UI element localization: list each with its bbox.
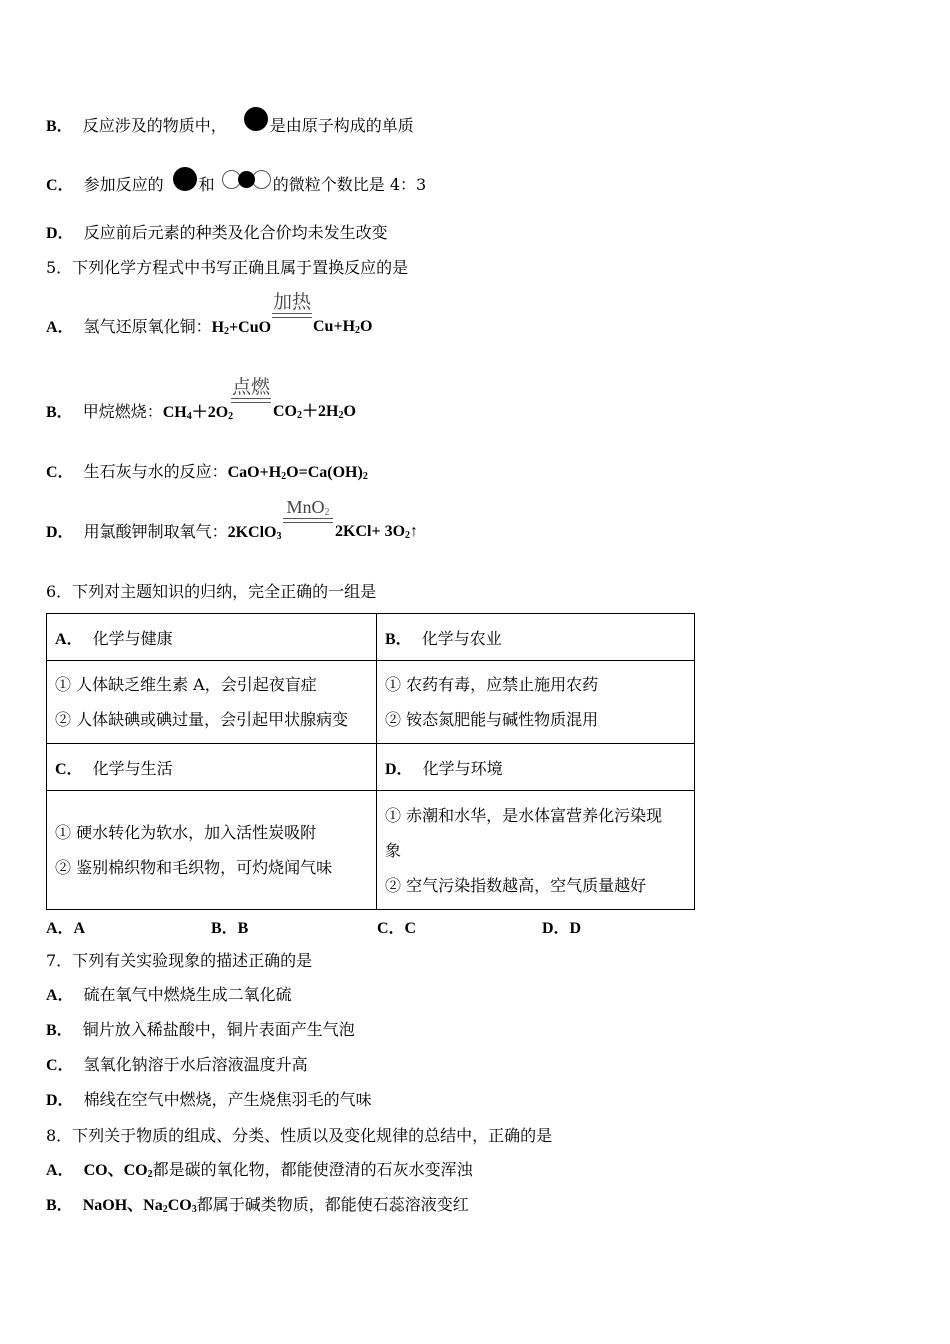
equation-lhs: 2KClO$_3$ <box>227 524 282 542</box>
choice-c[interactable]: C．C <box>377 920 417 937</box>
reaction-condition <box>272 292 312 318</box>
table-header-cell-d: D． 化学与环境 <box>377 744 695 791</box>
option-label: C． <box>46 1057 74 1074</box>
list-item: 象 <box>385 840 402 860</box>
q7-option-c <box>46 1055 308 1076</box>
list-item: ② 空气污染指数越高，空气质量越好 <box>385 875 647 895</box>
q5-stem: 5．下列化学方程式中书写正确且属于置换反应的是 <box>46 258 409 277</box>
table-cell-d-items <box>377 791 695 910</box>
q4-option-c <box>46 175 426 196</box>
q7-option-d <box>46 1090 372 1111</box>
choice-b[interactable]: B．B <box>211 920 249 937</box>
q6-stem: 6．下列对主题知识的归纳，完全正确的一组是 <box>46 582 377 601</box>
option-text-pre: 参加反应的 <box>83 175 164 194</box>
table-header-cell-c: C． 化学与生活 <box>47 744 377 791</box>
option-label: B． <box>46 404 73 421</box>
option-label: C． <box>46 177 74 194</box>
table-row <box>47 661 695 744</box>
list-item: ② 人体缺碘或碘过量，会引起甲状腺病变 <box>55 710 349 729</box>
option-text: 用氯酸钾制取氧气： <box>83 522 228 541</box>
q8-option-b: B． NaOH、$Na_2CO_3$都属于碱类物质，都能使石蕊溶液变红 <box>46 1195 469 1215</box>
q7-option-b <box>46 1020 355 1041</box>
table-cell-b-items <box>377 661 695 744</box>
table-row <box>47 744 695 791</box>
option-label: A． <box>46 1162 74 1179</box>
table-row <box>47 791 695 910</box>
option-text-post: 的微粒个数比是 4：3 <box>272 175 427 194</box>
topic-summary-table <box>46 613 695 910</box>
option-text: 都属于碱类物质，都能使石蕊溶液变红 <box>196 1195 469 1214</box>
option-text: 氢氧化钠溶于水后溶液温度升高 <box>83 1055 308 1074</box>
double-equals-sign <box>272 313 312 318</box>
option-text: 生石灰与水的反应： <box>83 462 228 481</box>
q5-option-c <box>46 462 368 483</box>
option-text: 铜片放入稀盐酸中，铜片表面产生气泡 <box>82 1020 355 1039</box>
table-header-cell-a: A． 化学与健康 <box>47 614 377 661</box>
option-label: C． <box>46 464 74 481</box>
q5-option-d <box>46 522 281 543</box>
option-label: D． <box>46 1092 74 1109</box>
option-text: 反应前后元素的种类及化合价均未发生改变 <box>83 223 388 242</box>
list-item: ① 人体缺乏维生素 A，会引起夜盲症 <box>55 675 317 694</box>
q5-option-a <box>46 317 271 338</box>
option-label: D． <box>46 524 74 541</box>
list-item: ② 铵态氮肥能与碱性物质混用 <box>385 710 599 729</box>
table-cell-a-items <box>47 661 377 744</box>
white-black-white-molecule-icon <box>222 169 271 189</box>
equation-lhs: $H_2+CuO$ <box>211 319 272 337</box>
equation: $CaO+H_2O=Ca(OH)_2$ <box>227 464 368 482</box>
equation-rhs: $CO_2+2H_2O$ <box>273 403 356 421</box>
black-atom-icon <box>244 107 268 131</box>
q5-option-b <box>46 402 233 423</box>
list-item: ① 赤潮和水华，是水体富营养化污染现 <box>385 805 663 825</box>
option-label: A． <box>46 319 74 336</box>
option-text: 都是碳的氧化物，都能使澄清的石灰水变浑浊 <box>152 1160 473 1179</box>
black-atom-icon <box>173 167 197 191</box>
list-item: ① 农药有毒，应禁止施用农药 <box>385 675 599 694</box>
option-text-post: 是由原子构成的单质 <box>269 116 414 135</box>
q4-option-d <box>46 223 388 244</box>
q7-stem: 7．下列有关实验现象的描述正确的是 <box>46 951 313 970</box>
table-row <box>47 614 695 661</box>
condition-text: 点燃 <box>231 376 270 398</box>
black-atom-icon <box>238 171 255 188</box>
double-equals-sign <box>283 518 333 523</box>
option-label: D． <box>46 225 74 242</box>
q7-option-a <box>46 985 292 1006</box>
q8-option-a: A． CO、$CO_2$都是碳的氧化物，都能使澄清的石灰水变浑浊 <box>46 1160 473 1180</box>
condition-text: 加热 <box>272 291 311 313</box>
equation-rhs: $2KCl+ 3O_2↑$ <box>335 523 419 541</box>
equation-rhs: $Cu+H_2O$ <box>313 318 373 336</box>
list-item: ① 硬水转化为软水，加入活性炭吸附 <box>55 823 317 842</box>
formula: CO、CO <box>83 1162 148 1179</box>
option-text: 甲烷燃烧： <box>82 402 163 421</box>
option-label: B． <box>46 1022 73 1039</box>
formula: NaOH、Na <box>82 1197 163 1214</box>
choice-d[interactable]: D．D <box>542 920 582 937</box>
option-label: B． <box>46 118 73 135</box>
option-label: A． <box>46 987 74 1004</box>
reaction-condition <box>231 377 271 403</box>
table-header-cell-b: B． 化学与农业 <box>377 614 695 661</box>
list-item: ② 鉴别棉织物和毛织物，可灼烧闻气味 <box>55 858 333 877</box>
equation-lhs: $CH_4+2O_2$ <box>162 404 234 422</box>
option-text-pre: 反应涉及的物质中， <box>82 116 227 135</box>
reaction-condition <box>283 497 333 523</box>
option-text-mid: 和 <box>198 175 215 194</box>
condition-text: MnO$_2$ <box>286 497 330 518</box>
option-text: 氢气还原氧化铜： <box>83 317 212 336</box>
choice-a[interactable]: A．A <box>46 920 86 937</box>
option-text: 硫在氧气中燃烧生成二氧化硫 <box>83 985 292 1004</box>
double-equals-sign <box>231 398 271 403</box>
q8-stem: 8．下列关于物质的组成、分类、性质以及变化规律的总结中，正确的是 <box>46 1126 553 1145</box>
table-cell-c-items <box>47 791 377 910</box>
q4-option-b <box>46 116 414 137</box>
option-label: B． <box>46 1197 73 1214</box>
option-text: 棉线在空气中燃烧，产生烧焦羽毛的气味 <box>83 1090 372 1109</box>
